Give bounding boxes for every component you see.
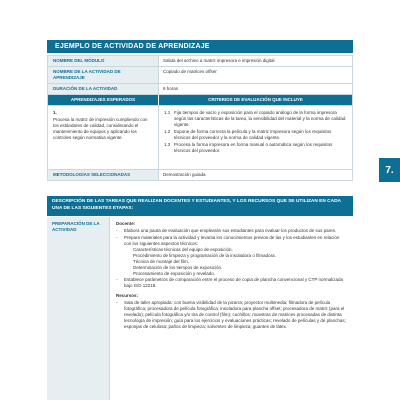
docente-item [116,277,347,289]
page-title: EJEMPLO DE ACTIVIDAD DE APRENDIZAJE [47,40,353,53]
criterio-number: 1.2 [164,129,171,134]
info-row-duracion [48,84,353,95]
criterios-cell [159,106,353,170]
sub-item: Técnica de montaje del film. [133,259,190,264]
info-row-modulo [48,56,353,67]
header-criterios: CRITERIOS DE EVALUACIÓN QUE INCLUYE [159,95,353,106]
criterio-item [164,110,347,128]
criteria-row [48,106,353,170]
aprendizaje-number: 1. [53,110,57,115]
label-metodologias: METODOLOGÍAS SELECCIONADAS [48,170,159,181]
bullet-icon: - [116,234,118,240]
value-modulo: Salida del archivo a matriz impresora e impresión digital [159,56,353,67]
activity-info-table [47,55,353,181]
criterio-text: Procesa la forma impresora en forma manual o automática según los requisitos técnicos del proveedor. [174,142,333,153]
etapa-content [110,217,353,400]
sub-item: Determinación de los tiempos de exposición. [133,265,223,270]
bullet-icon: - [116,299,118,305]
criterio-item [164,129,347,141]
info-row-actividad [48,67,353,84]
info-row-metodologias [48,170,353,181]
label-duracion: DURACIÓN DE LA ACTIVIDAD [48,84,159,95]
value-metodologias: Demostración guiada [159,170,353,181]
bullet-icon: - [116,277,118,282]
sub-item: Procesamiento de exposición y revelado. [133,271,216,276]
aprendizaje-cell [48,106,159,170]
value-actividad-italic: offset [205,69,217,74]
etapa-section [47,217,353,400]
descripcion-band: DESCRIPCIÓN DE LAS TAREAS QUE REALIZAN DOCENTES Y ESTUDIANTES, Y LOS RECURSOS QUE SE UTILIZAN EN CADA UNA DE LAS SIGUIENTES ETAPAS: [47,196,353,216]
value-actividad-text: Copiado de matrices [163,69,206,74]
criterio-text: Fija tiempos de vacío y exposición para el copiado análogo de la forma impresora según las características de la tarea, la sensibilidad del material y la norma de calidad vigente. [174,110,346,127]
docente-item [116,235,347,247]
page-number-tab: 7. [379,158,400,182]
value-duracion: 6 horas [159,84,353,95]
recursos-item [116,300,347,330]
criterio-text: Expone de forma correcta la película y la matriz impresora según los requisitos técnicos del proveedor y la norma de calidad vigente. [174,129,332,140]
docente-item-text: Establece parámetros de comparación entre el proceso de copia de plancha convencional y CTP normalizada bajo ISO 12218. [124,277,344,288]
aprendizaje-text: Procesa la matriz de impresión cumpliendo con los estándares de calidad, considerando el mantenimiento de equipos y aplicando los controles según normativa vigente. [53,117,148,140]
sub-item: Procedimiento de limpieza y programación de la insoladora o filmadora. [133,253,276,258]
docente-item-text: Elabora una pauta de evaluación que emplearán sus estudiantes para evaluar los productos de sus pares. [124,228,337,233]
label-actividad: NOMBRE DE LA ACTIVIDAD DE APRENDIZAJE [48,67,159,84]
bullet-icon: - [116,228,118,233]
value-actividad [159,67,353,84]
header-aprendizajes: APRENDIZAJES ESPERADOS [48,95,159,106]
criterio-number: 1.3 [164,142,171,147]
criterio-number: 1.1 [164,110,171,115]
criterio-item [164,142,347,154]
etapa-label: PREPARACIÓN DE LA ACTIVIDAD [47,217,110,400]
docente-heading: Docente: [116,221,136,226]
recursos-heading: Recursos: [116,292,139,298]
recursos-text: Sala de taller apropiada: con buena visibilidad de la pizarra; proyector multimedia; filmadora de película fotográfica; procesadora de película fotográfica; insoladora para plancha offset; procesadora de matriz (para el revelado); película fotográfica y/o tira de control (film); cuchillos; muestras de matrices procesadas de distinta tecnología de impresión; guía para los ejercicios y evaluaciones prácticas; revelado de películas y de planchas; esponjas de celulosa; paños de limpieza; solventes de limpieza; guantes de látex. [124,299,346,329]
docente-item-text: Prepara materiales para la actividad y levanta los conocimientos previos de las y los estudiantes en relación con los siguientes aspectos técnicos: [124,234,340,246]
docente-item [116,228,347,234]
label-modulo: NOMBRE DEL MÓDULO [48,56,159,67]
criteria-header-row [48,95,353,106]
sub-item: Características técnicas del equipo de exposición. [133,247,233,252]
